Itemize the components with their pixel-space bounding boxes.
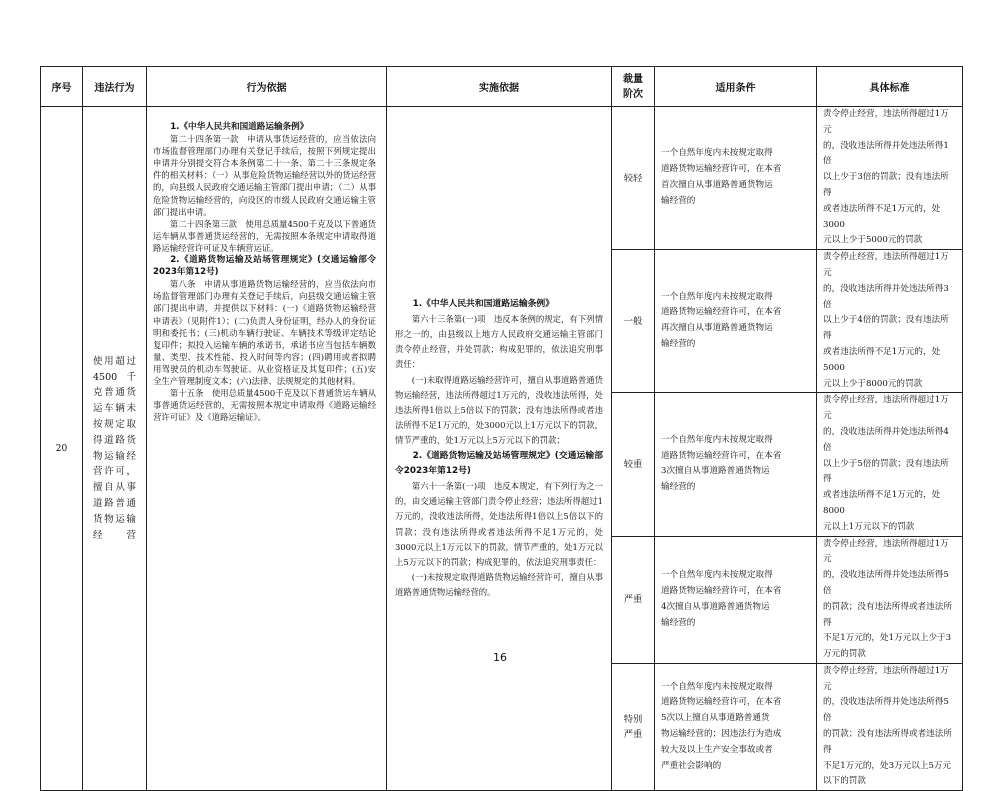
basis-para: 第二十四条第三款 使用总质量4500千克及以下普通货运车辆从事普通货运经营的，无需按照本条规定申请取得道路运输经营许可证及车辆营运证。 — [153, 218, 376, 253]
level-cell: 较重 — [612, 393, 655, 536]
standard-cell: 责令停止经营，违法所得超过1万元 的，没收违法所得并处违法所得5倍 的罚款；没有违法所得或者违法所得 不足1万元的，处3万元以上5万元 以下的罚款 — [817, 663, 963, 790]
standard-cell: 责令停止经营，违法所得超过1万元 的，没收违法所得并处违法所得5倍 的罚款；没有违法所得或者违法所得 不足1万元的，处1万元以上少于3 万元的罚款 — [817, 536, 963, 663]
level-cell: 较轻 — [612, 107, 655, 250]
table-row — [41, 107, 963, 250]
header-violation: 违法行为 — [83, 67, 147, 107]
basis-cell — [147, 107, 387, 791]
level-cell — [612, 663, 655, 790]
level-cell: 一般 — [612, 250, 655, 393]
impl-title-1: 1.《中华人民共和国道路运输条例》 — [412, 298, 555, 309]
condition-cell: 一个自然年度内未按规定取得 道路货物运输经营许可，在本省 首次擅自从事道路普通货物运 输经营的 — [655, 107, 817, 250]
header-level-text: 裁量阶次 — [623, 73, 643, 100]
implementation-cell — [387, 107, 612, 791]
standard-cell: 责令停止经营，违法所得超过1万元 的，没收违法所得并处违法所得4倍 以上少于5倍的罚款；没有违法所得 或者违法所得不足1万元的，处8000 元以上1万元以下的罚款 — [817, 393, 963, 536]
seq-cell: 20 — [41, 107, 83, 791]
condition-cell: 一个自然年度内未按规定取得 道路货物运输经营许可，在本省 4次擅自从事道路普通货物运 输经营的 — [655, 536, 817, 663]
violation-cell: 使用超过4500千克普通货运车辆未按规定取得道路货物运输经营许可，擅自从事道路普通货物运输经营 — [83, 107, 147, 791]
impl-para: (一)未按规定取得道路货物运输经营许可，擅自从事道路普通货物运输经营的。 — [395, 572, 603, 598]
standard-cell: 责令停止经营，违法所得超过1万元 的，没收违法所得并处违法所得1倍 以上少于3倍的罚款；没有违法所得 或者违法所得不足1万元的，处3000 元以上少于5000元的罚款 — [817, 107, 963, 250]
header-standard: 具体标准 — [817, 67, 963, 107]
penalty-standard-table — [40, 66, 963, 791]
header-level — [612, 67, 655, 107]
impl-para: 第六十一条第(一)项 违反本规定，有下列行为之一的，由交通运输主管部门责令停止经营；违法所得超过1万元的，没收违法所得，处违法所得1倍以上5倍以下的罚款；没有违法所得或者违法所得不足1万元的，处3000元以上1万元以下的罚款，情节严重的，处1万元以上5万元以下的罚款；构成犯罪的，依法追究刑事责任： — [395, 481, 603, 568]
impl-title-2: 2.《道路货物运输及站场管理规定》(交通运输部令2023年第12号) — [395, 450, 603, 476]
condition-cell: 一个自然年度内未按规定取得 道路货物运输经营许可，在本省 再次擅自从事道路普通货物运 输经营的 — [655, 250, 817, 393]
level-cell: 严重 — [612, 536, 655, 663]
header-row — [41, 67, 963, 107]
basis-para: 第十五条 使用总质量4500千克及以下普通货运车辆从事普通货运经营的，无需按照本规定申请取得《道路运输经营许可证》及《道路运输证》。 — [153, 388, 376, 423]
level-text: 特别严重 — [623, 714, 643, 741]
header-seq: 序号 — [41, 67, 83, 107]
basis-title-1: 1.《中华人民共和国道路运输条例》 — [170, 122, 309, 132]
impl-para: 第六十三条第(一)项 违反本条例的规定，有下列情形之一的，由县级以上地方人民政府交通运输主管部门责令停止经营，并处罚款；构成犯罪的，依法追究刑事责任： — [395, 313, 603, 370]
standard-cell: 责令停止经营，违法所得超过1万元 的，没收违法所得并处违法所得3倍 以上少于4倍的罚款；没有违法所得 或者违法所得不足1万元的，处5000 元以上少于8000元的罚款 — [817, 250, 963, 393]
condition-cell: 一个自然年度内未按规定取得 道路货物运输经营许可，在本省 3次擅自从事道路普通货物运 输经营的 — [655, 393, 817, 536]
header-basis: 行为依据 — [147, 67, 387, 107]
header-implementation: 实施依据 — [387, 67, 612, 107]
impl-para: (一)未取得道路运输经营许可，擅自从事道路普通货物运输经营，违法所得超过1万元的，没收违法所得，处违法所得1倍以上5倍以下的罚款；没有违法所得或者违法所得不足1万元的，处3000元以上1万元以下的罚款，情节严重的，处1万元以上5万元以下的罚款； — [395, 374, 603, 446]
basis-title-2: 2.《道路货物运输及站场管理规定》(交通运输部令2023年第12号) — [153, 255, 376, 278]
page-number: 16 — [493, 651, 507, 664]
condition-cell: 一个自然年度内未按规定取得 道路货物运输经营许可，在本省 5次以上擅自从事道路普通货 物运输经营的；因违法行为造成 较大及以上生产安全事故或者 严重社会影响的 — [655, 663, 817, 790]
header-conditions: 适用条件 — [655, 67, 817, 107]
basis-para: 第二十四条第一款 申请从事货运经营的，应当依法向市场监督管理部门办理有关登记手续后，按照下列规定提出申请并分别提交符合本条例第二十一条、第二十三条规定条件的相关材料：（一）从事危险货物运输经营以外的货运经营的，向县级人民政府交通运输主管部门提出申请；（二）从事危险货物运输经营的，向设区的市级人民政府交通运输主管部门提出申请。 — [153, 134, 376, 217]
basis-para: 第八条 申请从事道路货物运输经营的，应当依法向市场监督管理部门办理有关登记手续后，向县级交通运输主管部门提出申请，并提供以下材料：(一)《道路货物运输经营申请表》（见附件1）；(二)负责人身份证明，经办人的身份证明和委托书；(三)机动车辆行驶证、车辆技术等级评定结论复印件；拟投入运输车辆的承诺书，承诺书应当包括车辆数量、类型、技术性能、投入时间等内容；(四)聘用或者拟聘用驾驶员的机动车驾驶证、从业资格证及其复印件；(五)安全生产管理制度文本；(六)法律、法规规定的其他材料。 — [153, 279, 376, 386]
